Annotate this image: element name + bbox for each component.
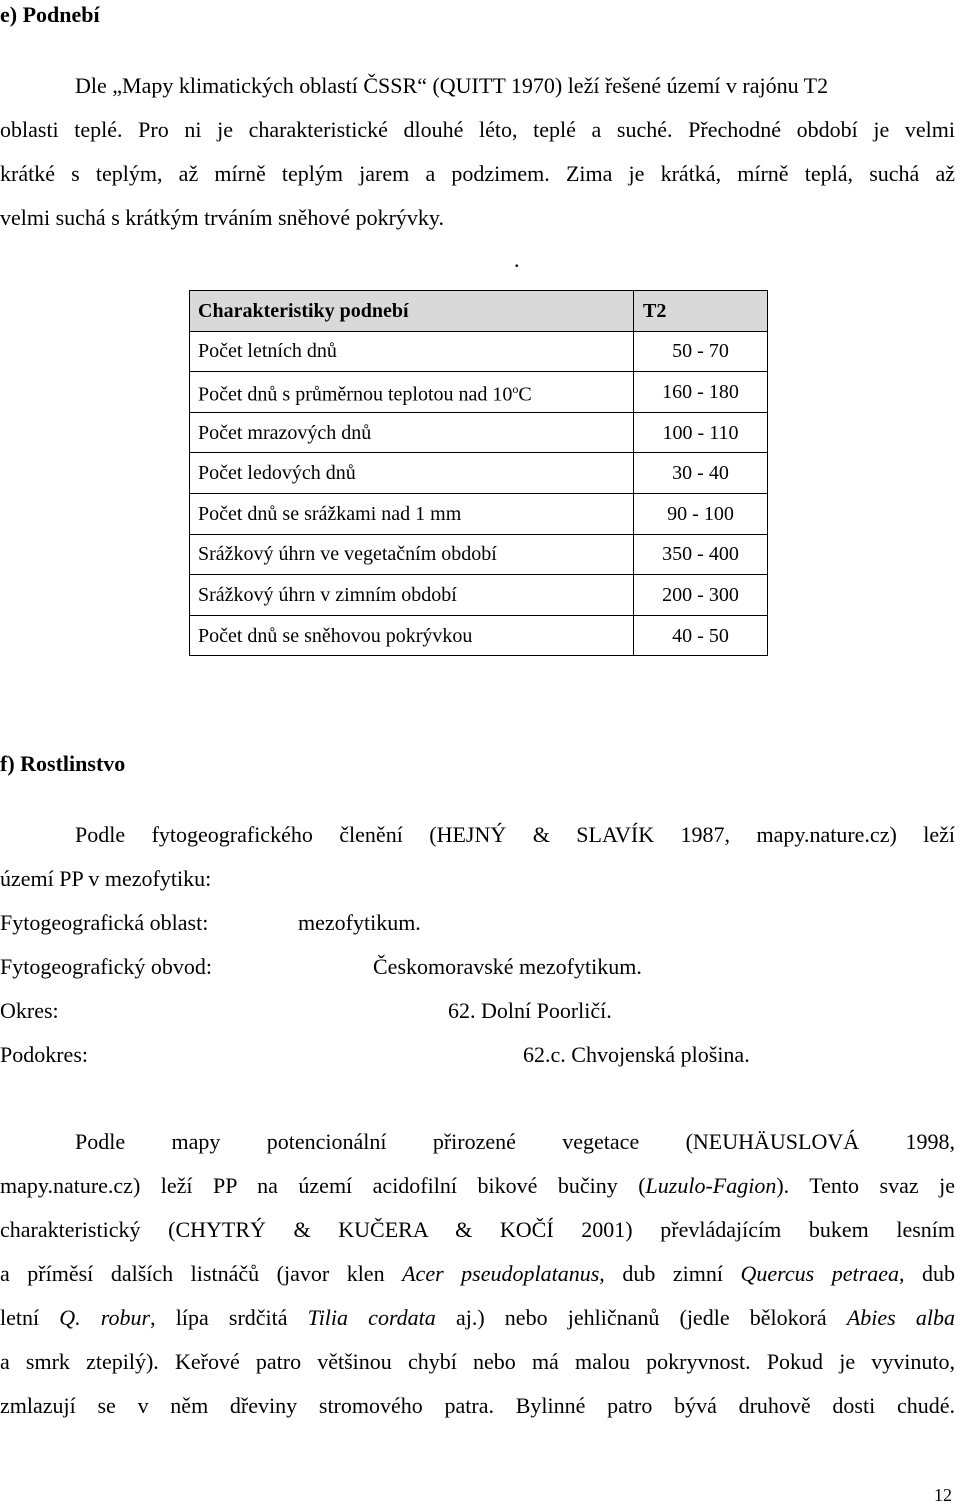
text-run: letní [0, 1305, 60, 1330]
classification-value: 62.c. Chvojenská plošina. [523, 1042, 750, 1067]
page-number: 12 [934, 1485, 952, 1505]
table-cell: 40 - 50 [634, 615, 768, 656]
table-cell: 30 - 40 [634, 453, 768, 494]
table-cell: 90 - 100 [634, 493, 768, 534]
table-row [190, 412, 768, 453]
latin-name: Tilia cordata [307, 1305, 436, 1330]
table-cell: 160 - 180 [634, 372, 768, 413]
table-row [190, 534, 768, 575]
paragraph-line: Podle mapy potencionální přirozené vegetace (NEUHÄUSLOVÁ 1998, [75, 1129, 955, 1154]
text-run: ). Tento svaz je [776, 1173, 955, 1198]
table-cell: Počet dnů se sněhovou pokrývkou [190, 615, 634, 656]
latin-name: Acer pseudoplatanus [402, 1261, 600, 1286]
table-cell: Počet ledových dnů [190, 453, 634, 494]
latin-name: Q. robur [59, 1305, 151, 1330]
table-row [190, 615, 768, 656]
degree-sup: o [512, 382, 519, 397]
climate-table [189, 290, 768, 656]
table-row [190, 372, 768, 413]
table-cell: 350 - 400 [634, 534, 768, 575]
paragraph-line: a smrk ztepilý). Keřové patro většinou chybí nebo má malou pokryvnost. Pokud je vyvinuto, [0, 1349, 955, 1374]
degree-unit: C [518, 383, 532, 406]
paragraph-line: Podle fytogeografického členění (HEJNÝ & SLAVÍK 1987, mapy.nature.cz) leží [75, 822, 955, 847]
section-heading-vegetation: f) Rostlinstvo [0, 751, 126, 776]
classification-label: Fytogeografický obvod: [0, 954, 213, 979]
latin-name: Luzulo-Fagion [645, 1173, 777, 1198]
stray-dot: . [514, 247, 520, 272]
text-run: a příměsí dalších listnáčů (javor klen [0, 1261, 403, 1286]
paragraph-line [0, 1174, 955, 1198]
text-run: , dub [898, 1261, 956, 1286]
paragraph-line: oblasti teplé. Pro ni je charakteristické dlouhé léto, teplé a suché. Přechodné období je velmi [0, 117, 955, 142]
table-cell: Srážkový úhrn ve vegetačním období [190, 534, 634, 575]
section-heading-climate: e) Podnebí [0, 2, 100, 27]
table-header-cell: T2 [634, 291, 768, 332]
paragraph-line: krátké s teplým, až mírně teplým jarem a podzimem. Zima je krátká, mírně teplá, suchá až [0, 161, 955, 186]
paragraph-line [0, 1306, 955, 1330]
paragraph-line: území PP v mezofytiku: [0, 866, 212, 891]
text-run: , dub zimní [599, 1261, 741, 1286]
classification-value: 62. Dolní Poorličí. [448, 998, 612, 1023]
classification-value: mezofytikum. [298, 910, 421, 935]
table-row [190, 493, 768, 534]
text-run: mapy.nature.cz) leží PP na území acidofilní bikové bučiny ( [0, 1173, 646, 1198]
table-cell: 50 - 70 [634, 331, 768, 372]
table-cell: Srážkový úhrn v zimním období [190, 575, 634, 616]
paragraph-line: charakteristický (CHYTRÝ & KUČERA & KOČÍ 2001) převládajícím bukem lesním [0, 1217, 955, 1242]
classification-value: Českomoravské mezofytikum. [373, 954, 642, 979]
table-cell: Počet mrazových dnů [190, 412, 634, 453]
table-row [190, 575, 768, 616]
table-cell: Počet dnů se srážkami nad 1 mm [190, 493, 634, 534]
paragraph-line: Dle „Mapy klimatických oblastí ČSSR“ (QUITT 1970) leží řešené území v rajónu T2 [75, 73, 829, 98]
paragraph-line [0, 1262, 955, 1286]
table-cell: Počet letních dnů [190, 331, 634, 372]
classification-label: Podokres: [0, 1042, 88, 1067]
text-run: , lípa srdčitá [150, 1305, 308, 1330]
table-header-cell: Charakteristiky podnebí [190, 291, 634, 332]
table-cell [190, 372, 634, 413]
paragraph-line: velmi suchá s krátkým trváním sněhové pokrývky. [0, 205, 444, 230]
table-row [190, 453, 768, 494]
text-run: aj.) nebo jehličnanů (jedle bělokorá [435, 1305, 847, 1330]
paragraph-line: zmlazují se v něm dřeviny stromového patra. Bylinné patro bývá druhově dosti chudé. [0, 1393, 955, 1418]
table-header-row [190, 291, 768, 332]
table-cell-text: Počet dnů s průměrnou teplotou nad 10 [198, 383, 513, 406]
table-cell: 100 - 110 [634, 412, 768, 453]
latin-name: Quercus petraea [740, 1261, 899, 1286]
table-row [190, 331, 768, 372]
table-cell: 200 - 300 [634, 575, 768, 616]
latin-name: Abies alba [846, 1305, 955, 1330]
classification-label: Okres: [0, 998, 59, 1023]
classification-label: Fytogeografická oblast: [0, 910, 209, 935]
